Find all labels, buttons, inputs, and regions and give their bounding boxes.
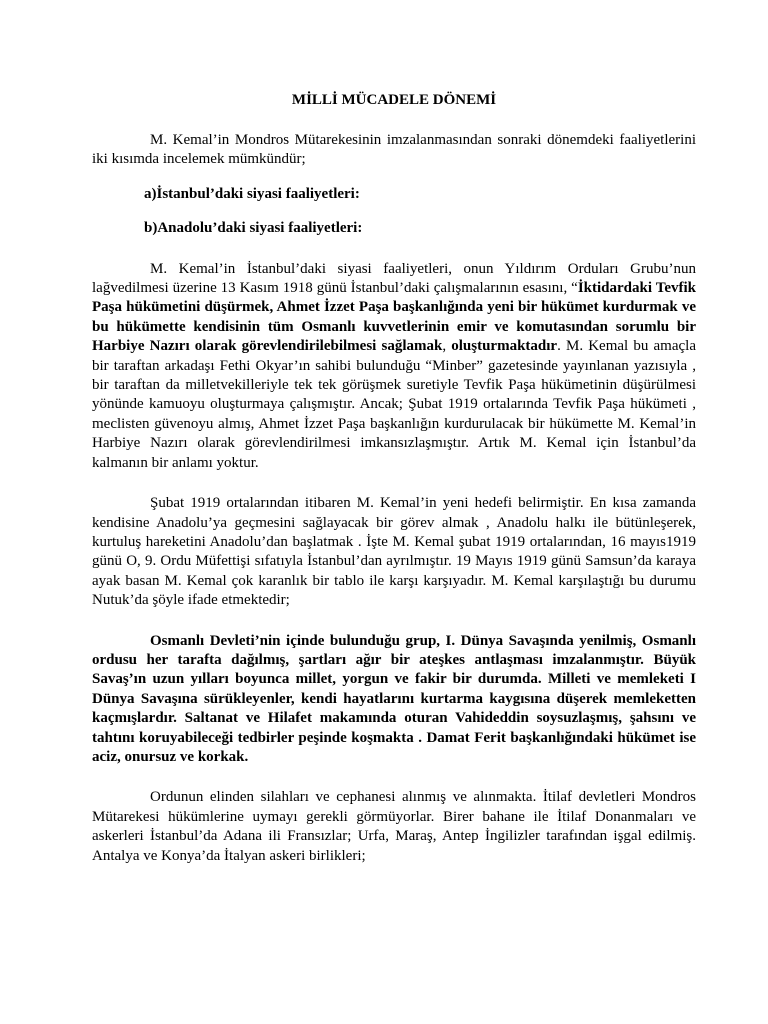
separator-text: , xyxy=(442,338,452,355)
heading-istanbul: a)İstanbul’daki siyasi faaliyetleri: xyxy=(144,185,360,202)
paragraph-istanbul-activities xyxy=(92,260,696,473)
paragraph-occupation: Ordunun elinden silahları ve cephanesi alınmış ve alınmakta. İtilaf devletleri Mondros Mütarekesi hükümlerine uymayı gerekli görmüyorlar. Birer bahane ile İtilaf Donanmaları ve askerleri İstanbul’da Adana ili Fransızlar; Urfa, Maraş, Antep İngilizler tarafından işgal edilmiş. Antalya ve Konya’da İtalyan askeri birlikleri; xyxy=(92,789,696,864)
heading-anadolu: b)Anadolu’daki siyasi faaliyetleri: xyxy=(144,220,363,237)
bold-verb-text: oluşturmaktadır xyxy=(451,338,558,355)
paragraph-nutuk-quote: Osmanlı Devleti’nin içinde bulunduğu grup, I. Dünya Savaşında yenilmiş, Osmanlı ordusu her tarafta dağılmış, şartları ağır bir ateşkes antlaşması imzalanmıştır. Büyük Savaş’ın uzun yılları boyunca millet, yorgun ve fakir bir durumda. Milleti ve memleketi I Dünya Savaşına sürükleyenler, kendi hayatlarını kurtarma kaygısına düşerek memleketten kaçmışlardır. Saltanat ve Hilafet makamında oturan Vahideddin soysuzlaşmış, şahsını ve tahtını koruyabileceği tedbirler peşinde koşmakta . Damat Ferit başkanlığındaki hükümet ise aciz, onursuz ve korkak. xyxy=(92,632,696,765)
bold-goal-text: İktidardaki Tevfik Paşa hükümetini düşürmek, Ahmet İzzet Paşa başkanlığında yeni bir hükümet kurdurmak ve bu hükümette kendisinin tüm Osmanlı kuvvetlerinin emir ve komutasından sorumlu bir Harbiye Nazırı olarak görevlendirilebilmesi sağlamak xyxy=(92,280,697,355)
paragraph-rest-text: . M. Kemal bu amaçla bir taraftan arkadaşı Fethi Okyar’ın sahibi bulunduğu “Minber” gazetesinde yayınlanan yazısıyla , bir taraftan da milletvekilleriyle tek tek görüşmek suretiyle Tevfik Paşa hükümetinin düşürülmesi yönünde kamuoyu oluşturmaya çalışmıştır. Ancak; Şubat 1919 ortalarında Tevfik Paşa hükümeti , meclisten güvenoyu almış, Ahmet İzzet Paşa başkanlığın kurdurulacak bir hükümette M. Kemal’in Harbiye Nazırı olarak görevlendirilmesi imkansızlaşmıştır. Artık M. Kemal için İstanbul’da kalmanın bir anlamı yoktur. xyxy=(92,338,696,471)
document-title: MİLLİ MÜCADELE DÖNEMİ xyxy=(291,92,497,108)
paragraph-anadolu-goal: Şubat 1919 ortalarından itibaren M. Kemal’in yeni hedefi belirmiştir. En kısa zamanda kendisine Anadolu’ya geçmesini sağlayacak bir görev almak , Anadolu halkı ile bütünleşerek, kurtuluş hareketini Anadolu’dan başlatmak . İşte M. Kemal şubat 1919 ortalarından, 16 mayıs1919 günü O, 9. Ordu Müfettişi sıfatıyla İstanbul’dan ayrılmıştır. 19 Mayıs 1919 günü Samsun’da karaya ayak basan M. Kemal çok karanlık bir tablo ile karşı karşıyadır. M. Kemal karşılaştığı bu durumu Nutuk’da şöyle ifade etmektedir; xyxy=(92,495,696,609)
intro-paragraph: M. Kemal’in Mondros Mütarekesinin imzalanmasından sonraki dönemdeki faaliyetlerini iki kısımda incelemek mümkündür; xyxy=(92,132,696,168)
paragraph-lead-text: M. Kemal’in İstanbul’daki siyasi faaliyetleri, onun Yıldırım Orduları Grubu’nun lağvedilmesi üzerine 13 Kasım 1918 günü İstanbul’daki çalışmalarının esasını, “ xyxy=(92,260,696,297)
